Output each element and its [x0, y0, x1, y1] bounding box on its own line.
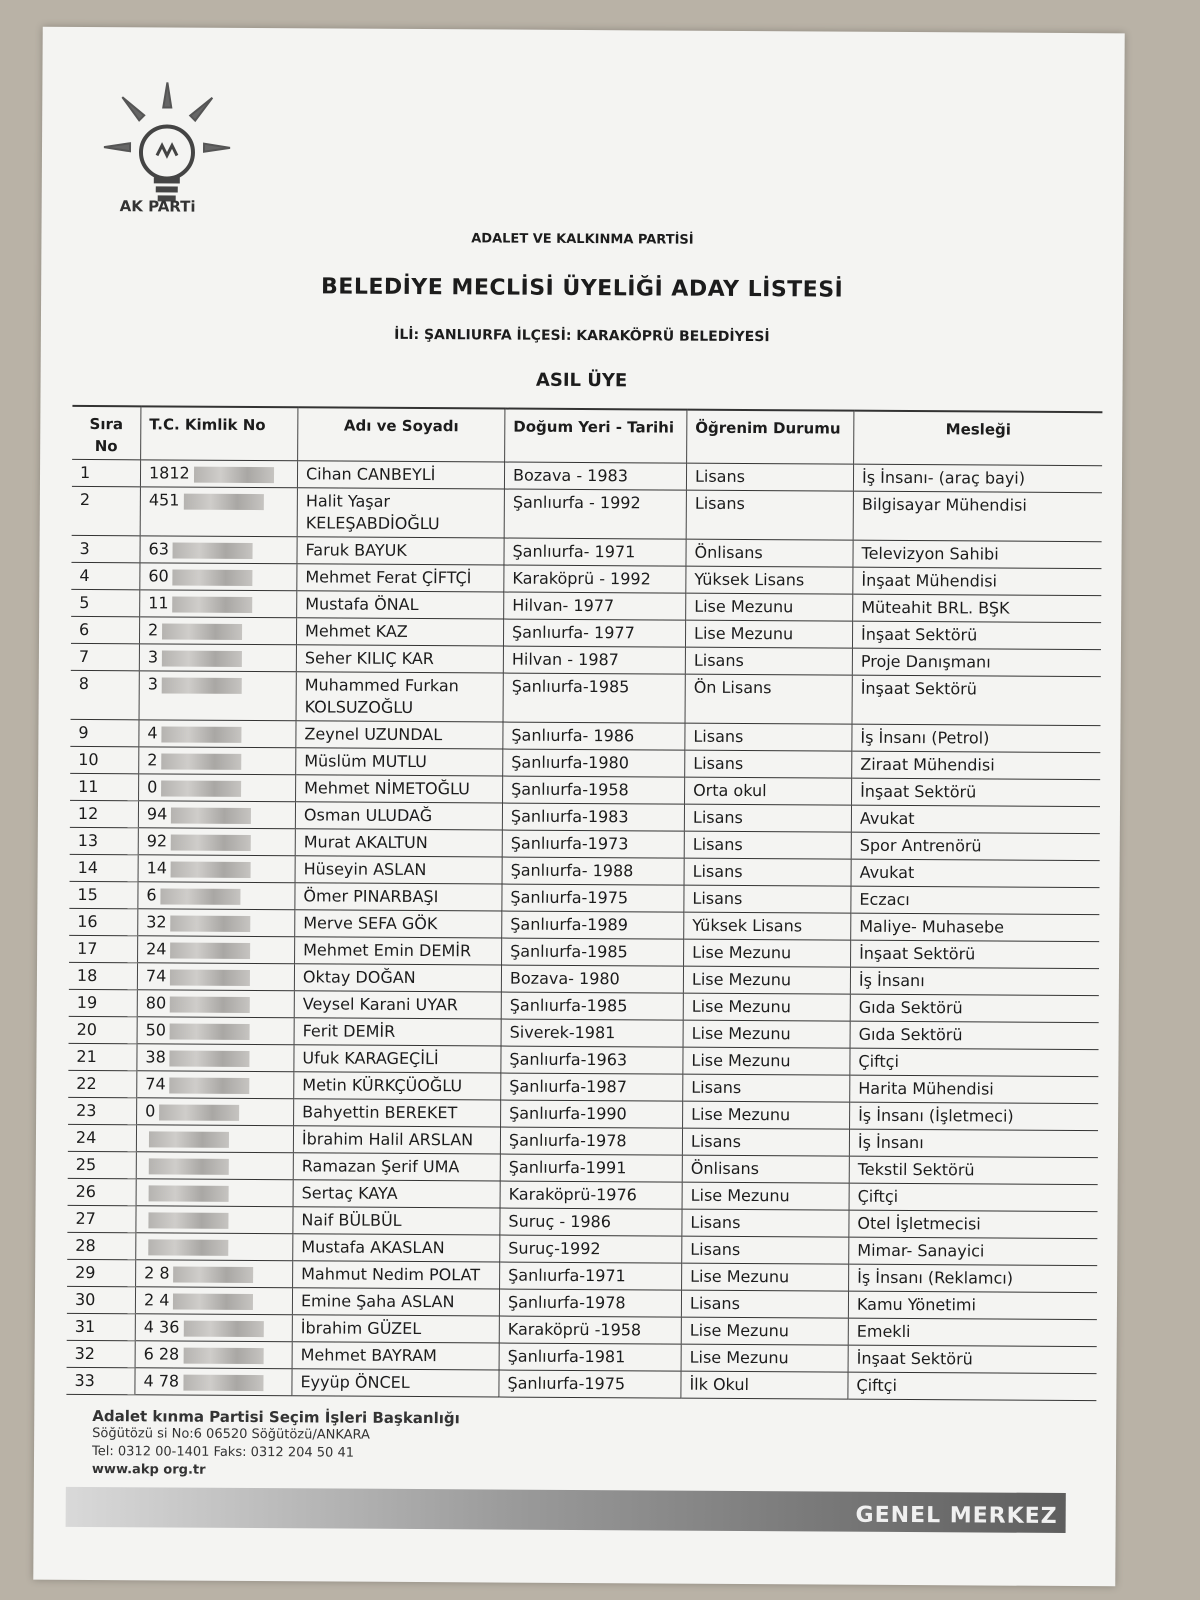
cell-profession: İnşaat Sektörü [851, 940, 1100, 969]
cell-profession: Mimar- Sanayici [849, 1237, 1098, 1266]
cell-birth: Şanlıurfa-1990 [501, 1100, 683, 1128]
cell-name: Ufuk KARAGEÇİLİ [294, 1045, 501, 1073]
cell-id [139, 644, 296, 672]
cell-birth: Karaköprü - 1992 [504, 565, 686, 593]
cell-birth: Şanlıurfa-1985 [503, 673, 685, 723]
cell-birth: Şanlıurfa-1983 [502, 803, 684, 831]
cell-name: Mehmet BAYRAM [292, 1342, 499, 1370]
cell-birth: Şanlıurfa- 1977 [503, 619, 685, 647]
cell-id [140, 460, 297, 488]
redacted-id [171, 834, 251, 850]
cell-name: Emine Şaha ASLAN [292, 1288, 499, 1316]
cell-name: İbrahim Halil ARSLAN [293, 1126, 500, 1154]
id-visible-digits: 11 [148, 593, 169, 613]
cell-birth: Şanlıurfa-1989 [502, 911, 684, 939]
redacted-id [149, 1185, 229, 1201]
id-visible-digits: 92 [146, 831, 168, 851]
redacted-id [183, 1374, 263, 1390]
cell-name: Bahyettin BEREKET [294, 1099, 501, 1127]
redacted-id [170, 1050, 250, 1066]
cell-no: 14 [70, 854, 139, 881]
logo-text: AK PARTi [119, 197, 196, 216]
cell-education: Lisans [685, 723, 852, 751]
footer-website: www.akp org.tr [91, 1462, 206, 1478]
cell-profession: Proje Danışmanı [852, 648, 1101, 677]
redacted-id [149, 1158, 229, 1174]
cell-no: 22 [68, 1070, 137, 1097]
page-title: BELEDİYE MECLİSİ ÜYELİĞİ ADAY LİSTESİ [320, 274, 844, 303]
cell-no: 23 [68, 1097, 137, 1124]
cell-birth: Suruç-1992 [500, 1235, 682, 1263]
cell-birth: Şanlıurfa-1978 [500, 1127, 682, 1155]
redacted-id [171, 915, 251, 931]
cell-name: Mehmet Ferat ÇİFTÇİ [297, 564, 504, 592]
cell-id [136, 1206, 293, 1234]
column-header-id: T.C. Kimlik No [141, 406, 298, 460]
cell-no: 2 [72, 486, 141, 535]
cell-profession: Tekstil Sektörü [849, 1156, 1098, 1185]
id-visible-digits: 74 [145, 966, 167, 986]
cell-no: 26 [68, 1178, 137, 1205]
cell-education: Lise Mezunu [682, 1182, 849, 1210]
cell-name: Halit Yaşar KELEŞABDİOĞLU [297, 488, 504, 538]
cell-id [139, 617, 296, 645]
id-visible-digits: 3 [147, 674, 158, 694]
cell-no: 4 [71, 562, 140, 589]
cell-profession: Maliye- Muhasebe [851, 913, 1100, 942]
cell-name: Mehmet KAZ [296, 618, 503, 646]
cell-name: Ramazan Şerif UMA [293, 1153, 500, 1181]
redacted-id [171, 861, 251, 877]
column-header-education: Öğrenim Durumu [687, 410, 854, 465]
cell-name: Mahmut Nedim POLAT [293, 1261, 500, 1289]
cell-education: Yüksek Lisans [684, 912, 851, 940]
cell-no: 8 [71, 670, 140, 719]
cell-no: 31 [67, 1313, 136, 1340]
cell-profession: İnşaat Mühendisi [853, 567, 1102, 596]
id-visible-digits: 6 28 [143, 1344, 180, 1364]
redacted-id [173, 569, 253, 585]
table-row [71, 670, 1101, 725]
cell-no: 19 [69, 989, 138, 1016]
cell-education: Önlisans [686, 539, 853, 567]
cell-education: İlk Okul [681, 1371, 848, 1399]
cell-education: Lisans [681, 1290, 848, 1318]
cell-birth: Şanlıurfa-1971 [500, 1262, 682, 1290]
footer-banner-text: GENEL MERKEZ [855, 1502, 1058, 1529]
cell-no: 10 [70, 746, 139, 773]
cell-no: 17 [69, 935, 138, 962]
redacted-id [149, 1131, 229, 1147]
cell-name: Zeynel UZUNDAL [296, 721, 503, 749]
cell-name: Naif BÜLBÜL [293, 1207, 500, 1235]
cell-birth: Şanlıurfa-1985 [502, 938, 684, 966]
cell-birth: Şanlıurfa-1981 [499, 1343, 681, 1371]
cell-education: Lisans [686, 463, 853, 491]
cell-no: 7 [71, 643, 140, 670]
id-visible-digits: 2 [148, 620, 159, 640]
id-visible-digits: 1812 [148, 463, 190, 483]
id-visible-digits: 2 8 [144, 1263, 170, 1283]
redacted-id [171, 807, 251, 823]
footer-org: Adalet kınma Partisi Seçim İşleri Başkanlığı [92, 1407, 460, 1428]
cell-education: Lisans [682, 1236, 849, 1264]
cell-id [139, 671, 296, 721]
cell-name: Eyyüp ÖNCEL [292, 1369, 499, 1397]
document-page [33, 27, 1124, 1587]
cell-profession: Çiftçi [849, 1183, 1098, 1212]
cell-profession: Ziraat Mühendisi [852, 751, 1101, 780]
cell-education: Lise Mezunu [686, 593, 853, 621]
cell-name: Metin KÜRKÇÜOĞLU [294, 1072, 501, 1100]
cell-birth: Şanlıurfa-1980 [503, 749, 685, 777]
cell-education: Lise Mezunu [683, 993, 850, 1021]
redacted-id [148, 1239, 228, 1255]
cell-birth: Şanlıurfa-1975 [502, 884, 684, 912]
cell-birth: Şanlıurfa - 1992 [504, 489, 686, 539]
cell-no: 20 [69, 1016, 138, 1043]
cell-profession: İnşaat Sektörü [852, 675, 1101, 726]
cell-name: Merve SEFA GÖK [295, 910, 502, 938]
cell-id [139, 720, 296, 748]
cell-education: Önlisans [682, 1155, 849, 1183]
cell-birth: Şanlıurfa-1978 [499, 1289, 681, 1317]
redacted-id [162, 623, 242, 639]
cell-education: Yüksek Lisans [686, 566, 853, 594]
id-visible-digits: 60 [148, 566, 169, 586]
cell-education: Ön Lisans [685, 674, 852, 724]
redacted-id [162, 726, 242, 742]
cell-education: Lise Mezunu [684, 939, 851, 967]
cell-education: Lise Mezunu [683, 1101, 850, 1129]
cell-no: 28 [67, 1232, 136, 1259]
cell-name: Mustafa ÖNAL [297, 591, 504, 619]
redacted-id [194, 466, 274, 482]
id-visible-digits: 94 [146, 804, 168, 824]
cell-id [140, 536, 297, 564]
cell-education: Lisans [686, 490, 853, 540]
id-visible-digits: 2 [147, 750, 158, 770]
cell-birth: Şanlıurfa-1985 [501, 992, 683, 1020]
cell-education: Lisans [683, 1074, 850, 1102]
cell-name: Ömer PINARBAŞI [295, 883, 502, 911]
id-visible-digits: 0 [145, 1101, 156, 1121]
cell-id [139, 747, 296, 775]
cell-name: Hüseyin ASLAN [295, 856, 502, 884]
redacted-id [173, 542, 253, 558]
table-row [66, 1367, 1096, 1400]
cell-no: 27 [67, 1205, 136, 1232]
cell-id [137, 963, 294, 991]
cell-profession: Bilgisayar Mühendisi [853, 491, 1102, 542]
cell-education: Lise Mezunu [681, 1317, 848, 1345]
cell-education: Lisans [685, 750, 852, 778]
id-visible-digits: 63 [148, 539, 169, 559]
cell-education: Lisans [682, 1128, 849, 1156]
party-name: ADALET VE KALKINMA PARTİSİ [471, 231, 694, 248]
cell-birth: Şanlıurfa- 1988 [502, 857, 684, 885]
cell-no: 13 [70, 827, 139, 854]
redacted-id [170, 996, 250, 1012]
cell-name: Osman ULUDAĞ [295, 802, 502, 830]
cell-id [135, 1287, 292, 1315]
id-visible-digits: 3 [147, 647, 159, 667]
cell-profession: Gıda Sektörü [850, 994, 1099, 1023]
cell-birth: Şanlıurfa-1975 [499, 1370, 681, 1398]
redacted-id [162, 650, 242, 666]
cell-birth: Şanlıurfa-1963 [501, 1046, 683, 1074]
location-line: İLİ: ŞANLIURFA İLÇESİ: KARAKÖPRÜ BELEDİYESİ [394, 326, 770, 346]
column-header-profession: Mesleği [854, 411, 1103, 466]
cell-no: 29 [67, 1259, 136, 1286]
id-visible-digits: 50 [145, 1020, 167, 1040]
redacted-id [161, 753, 241, 769]
cell-no: 18 [69, 962, 138, 989]
cell-profession: Eczacı [851, 886, 1100, 915]
cell-no: 12 [70, 800, 139, 827]
cell-id [138, 882, 295, 910]
redacted-id [173, 1293, 253, 1309]
table-row [72, 486, 1102, 541]
cell-profession: Spor Antrenörü [851, 832, 1100, 861]
cell-profession: Harita Mühendisi [850, 1075, 1099, 1104]
cell-name: Muhammed Furkan KOLSUZOĞLU [296, 672, 503, 722]
cell-birth: Şanlıurfa-1958 [503, 776, 685, 804]
cell-no: 33 [66, 1367, 135, 1394]
cell-id [138, 855, 295, 883]
cell-education: Orta okul [685, 777, 852, 805]
cell-no: 15 [69, 881, 138, 908]
cell-id [136, 1260, 293, 1288]
cell-birth: Hilvan - 1987 [503, 646, 685, 674]
cell-no: 21 [68, 1043, 137, 1070]
cell-profession: İş İnsanı- (araç bayi) [853, 464, 1102, 493]
cell-name: İbrahim GÜZEL [292, 1315, 499, 1343]
redacted-id [183, 1347, 263, 1363]
id-visible-digits: 6 [146, 885, 157, 905]
cell-name: Veysel Karani UYAR [294, 991, 501, 1019]
cell-profession: İnşaat Sektörü [848, 1345, 1097, 1374]
redacted-id [183, 493, 263, 509]
cell-education: Lisans [684, 885, 851, 913]
cell-birth: Karaköprü -1958 [499, 1316, 681, 1344]
cell-profession: Müteahit BRL. BŞK [853, 594, 1102, 623]
cell-no: 30 [67, 1286, 136, 1313]
cell-no: 24 [68, 1124, 137, 1151]
cell-no: 1 [72, 459, 141, 486]
cell-name: Murat AKALTUN [295, 829, 502, 857]
cell-profession: Avukat [851, 805, 1100, 834]
redacted-id [161, 780, 241, 796]
redacted-id [173, 596, 253, 612]
cell-education: Lisans [682, 1209, 849, 1237]
cell-profession: İş İnsanı [850, 967, 1099, 996]
redacted-id [170, 942, 250, 958]
id-visible-digits: 32 [146, 912, 167, 932]
cell-birth: Karaköprü-1976 [500, 1181, 682, 1209]
id-visible-digits: 14 [146, 858, 168, 878]
cell-name: Sertaç KAYA [293, 1180, 500, 1208]
table-header-row [72, 406, 1102, 466]
id-visible-digits: 38 [145, 1047, 166, 1067]
cell-name: Oktay DOĞAN [294, 964, 501, 992]
cell-birth: Şanlıurfa- 1986 [503, 722, 685, 750]
cell-id [140, 590, 297, 618]
cell-profession: Otel İşletmecisi [849, 1210, 1098, 1239]
section-title: ASIL ÜYE [535, 369, 628, 392]
cell-birth: Hilvan- 1977 [504, 592, 686, 620]
id-visible-digits: 0 [147, 777, 158, 797]
redacted-id [170, 1023, 250, 1039]
cell-no: 9 [70, 719, 139, 746]
id-visible-digits: 4 [147, 723, 158, 743]
cell-profession: Gıda Sektörü [850, 1021, 1099, 1050]
cell-id [138, 801, 295, 829]
cell-profession: Emekli [848, 1318, 1097, 1347]
cell-name: Müslüm MUTLU [296, 748, 503, 776]
cell-birth: Suruç - 1986 [500, 1208, 682, 1236]
cell-education: Lise Mezunu [681, 1344, 848, 1372]
cell-id [137, 990, 294, 1018]
cell-id [137, 1017, 294, 1045]
cell-birth: Siverek-1981 [501, 1019, 683, 1047]
redacted-id [162, 677, 242, 693]
id-visible-digits: 4 36 [143, 1317, 180, 1337]
cell-profession: İş İnsanı (Reklamcı) [849, 1264, 1098, 1293]
cell-education: Lisans [685, 647, 852, 675]
cell-id [140, 563, 297, 591]
cell-education: Lise Mezunu [683, 1020, 850, 1048]
id-visible-digits: 4 78 [143, 1371, 180, 1391]
cell-id [140, 487, 297, 537]
cell-no: 6 [71, 616, 140, 643]
id-visible-digits: 2 4 [143, 1290, 170, 1310]
cell-profession: İnşaat Sektörü [852, 621, 1101, 650]
cell-name: Seher KILIÇ KAR [296, 645, 503, 673]
footer-phone: Tel: 0312 00-1401 Faks: 0312 204 50 41 [92, 1444, 355, 1461]
cell-id [138, 936, 295, 964]
cell-id [139, 774, 296, 802]
cell-name: Cihan CANBEYLİ [297, 461, 504, 489]
cell-birth: Şanlıurfa-1991 [500, 1154, 682, 1182]
cell-education: Lisans [684, 858, 851, 886]
redacted-id [170, 1077, 250, 1093]
candidate-table [66, 405, 1102, 1401]
cell-profession: Çiftçi [848, 1372, 1097, 1401]
cell-education: Lise Mezunu [685, 620, 852, 648]
redacted-id [174, 1266, 254, 1282]
cell-profession: İş İnsanı (Petrol) [852, 724, 1101, 753]
cell-education: Lise Mezunu [683, 966, 850, 994]
redacted-id [159, 1104, 239, 1120]
cell-id [137, 1044, 294, 1072]
cell-no: 16 [69, 908, 138, 935]
cell-birth: Bozava- 1980 [501, 965, 683, 993]
id-visible-digits: 451 [148, 490, 180, 510]
cell-education: Lise Mezunu [682, 1263, 849, 1291]
cell-name: Ferit DEMİR [294, 1018, 501, 1046]
cell-profession: Kamu Yönetimi [848, 1291, 1097, 1320]
cell-profession: Avukat [851, 859, 1100, 888]
cell-profession: Çiftçi [850, 1048, 1099, 1077]
cell-education: Lisans [684, 831, 851, 859]
cell-id [135, 1341, 292, 1369]
cell-name: Mehmet NİMETOĞLU [296, 775, 503, 803]
cell-birth: Şanlıurfa-1973 [502, 830, 684, 858]
column-header-birth: Doğum Yeri - Tarihi [505, 409, 687, 464]
cell-birth: Bozava - 1983 [504, 462, 686, 490]
cell-profession: İş İnsanı (İşletmeci) [850, 1102, 1099, 1131]
cell-no: 3 [71, 535, 140, 562]
column-header-name: Adı ve Soyadı [298, 407, 505, 462]
cell-id [136, 1152, 293, 1180]
footer-address: Söğütözü si No:6 06520 Söğütözü/ANKARA [92, 1426, 371, 1443]
cell-education: Lise Mezunu [683, 1047, 850, 1075]
id-visible-digits: 24 [146, 939, 167, 959]
cell-no: 5 [71, 589, 140, 616]
cell-no: 32 [67, 1340, 136, 1367]
cell-profession: İnşaat Sektörü [852, 778, 1101, 807]
cell-id [136, 1125, 293, 1153]
cell-id [137, 1071, 294, 1099]
cell-id [136, 1233, 293, 1261]
cell-id [135, 1368, 292, 1396]
cell-name: Faruk BAYUK [297, 537, 504, 565]
footer [92, 1407, 460, 1481]
cell-no: 25 [68, 1151, 137, 1178]
redacted-id [161, 888, 241, 904]
column-header-no: Sıra No [72, 406, 141, 460]
cell-id [138, 909, 295, 937]
cell-name: Mehmet Emin DEMİR [295, 937, 502, 965]
cell-id [136, 1179, 293, 1207]
id-visible-digits: 74 [145, 1074, 166, 1094]
cell-id [137, 1098, 294, 1126]
cell-education: Lisans [684, 804, 851, 832]
id-visible-digits: 80 [145, 993, 167, 1013]
cell-no: 11 [70, 773, 139, 800]
cell-id [138, 828, 295, 856]
redacted-id [170, 969, 250, 985]
cell-profession: İş İnsanı [849, 1129, 1098, 1158]
redacted-id [183, 1320, 263, 1336]
cell-birth: Şanlıurfa- 1971 [504, 538, 686, 566]
cell-profession: Televizyon Sahibi [853, 540, 1102, 569]
cell-id [135, 1314, 292, 1342]
redacted-id [148, 1212, 228, 1228]
cell-name: Mustafa AKASLAN [293, 1234, 500, 1262]
cell-birth: Şanlıurfa-1987 [501, 1073, 683, 1101]
